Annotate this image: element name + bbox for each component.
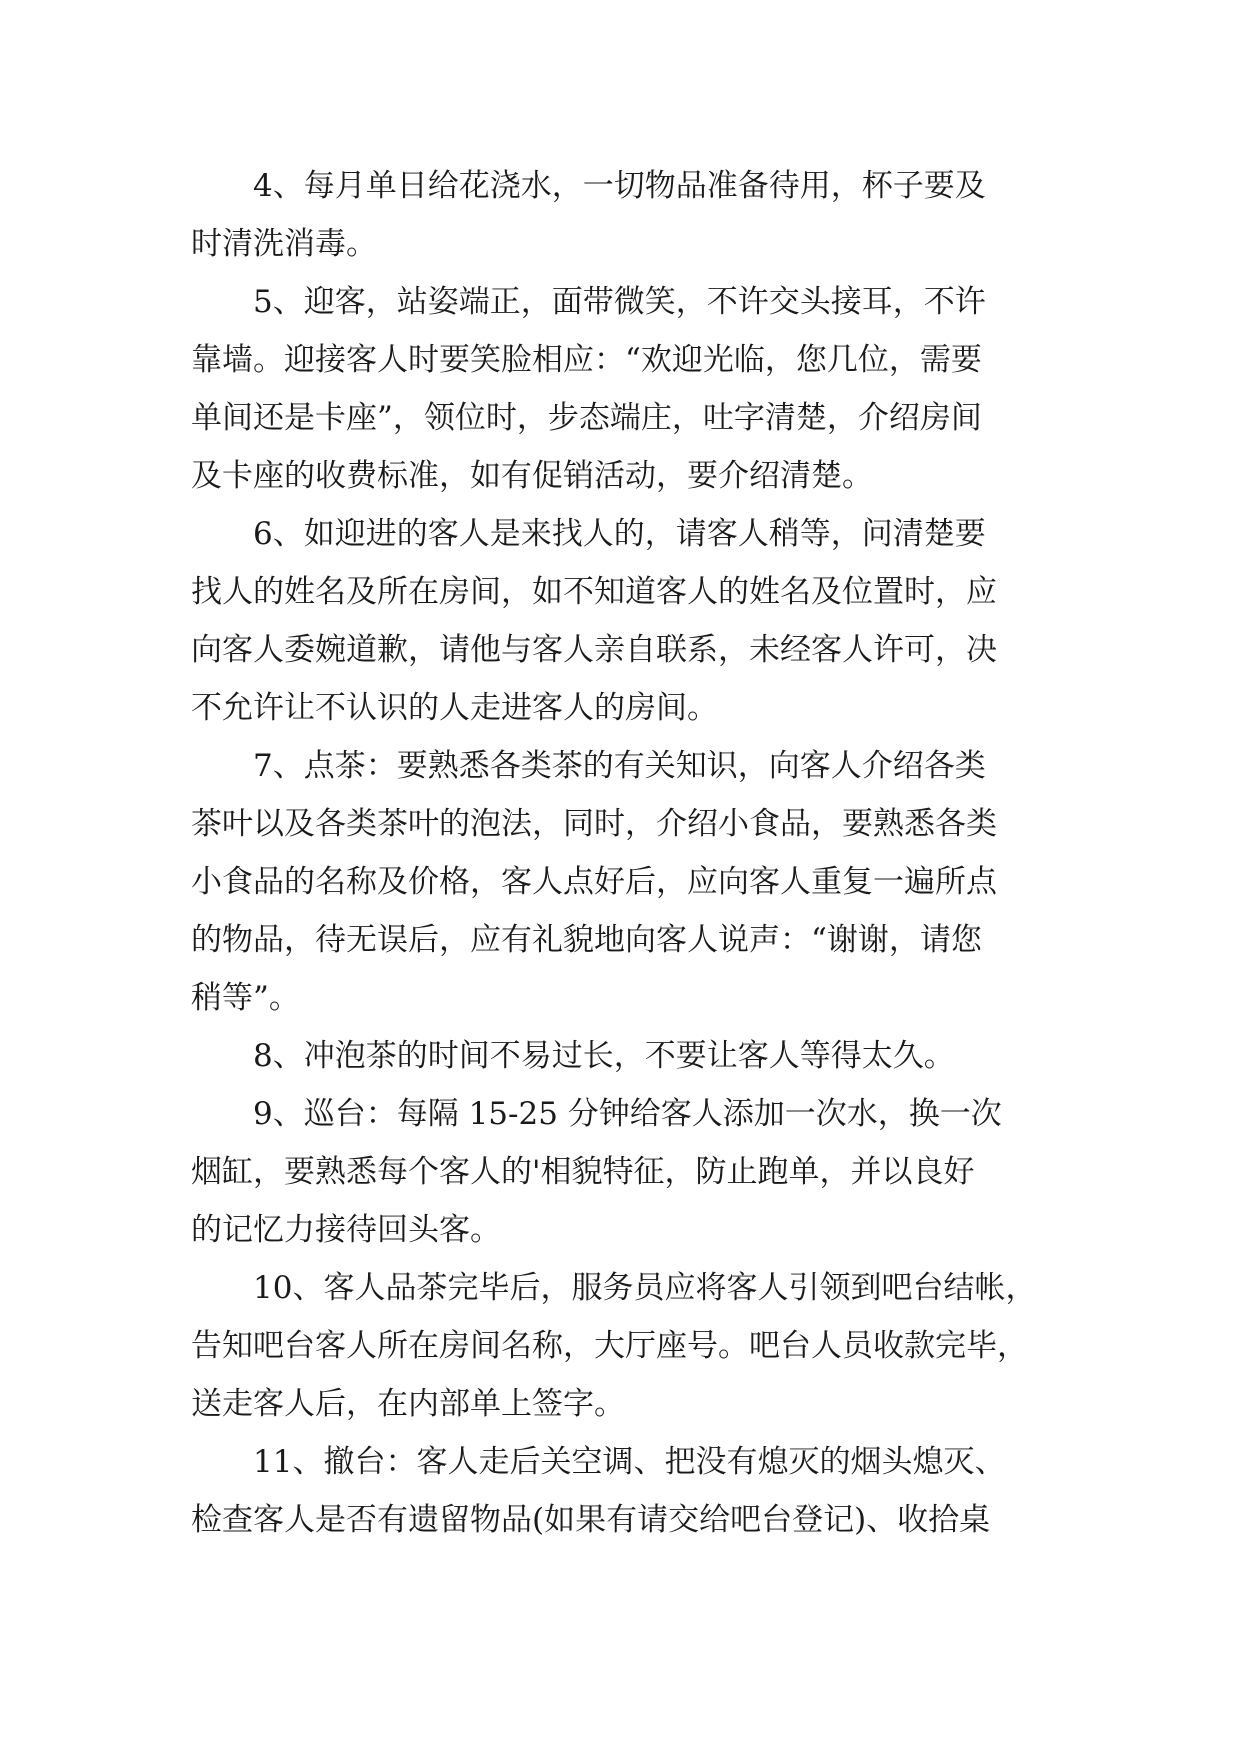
text-line: 及卡座的收费标准，如有促销活动，要介绍清楚。 [191, 458, 873, 494]
paragraph-10 [191, 1259, 1051, 1433]
paragraph-8 [191, 1027, 1051, 1085]
paragraph-5 [191, 273, 1051, 505]
paragraph-4 [191, 157, 1051, 273]
text-line: 不允许让不认识的人走进客人的房间。 [191, 690, 718, 726]
text-line: 6、如迎进的客人是来找人的，请客人稍等，问清楚要 [253, 516, 986, 552]
text-line: 烟缸，要熟悉每个客人的'相貌特征，防止跑单，并以良好 [191, 1154, 975, 1190]
text-line: 9、巡台：每隔 15-25 分钟给客人添加一次水，换一次 [253, 1096, 1002, 1132]
paragraph-7 [191, 737, 1051, 1027]
text-line: 告知吧台客人所在房间名称，大厅座号。吧台人员收款完毕， [191, 1328, 1028, 1364]
text-line: 10、客人品茶完毕后，服务员应将客人引领到吧台结帐， [253, 1270, 1037, 1306]
text-line: 靠墙。迎接客人时要笑脸相应：“欢迎光临，您几位，需要 [191, 342, 982, 378]
text-line: 的物品，待无误后，应有礼貌地向客人说声：“谢谢，请您 [191, 922, 982, 958]
text-line: 7、点茶：要熟悉各类茶的有关知识，向客人介绍各类 [253, 748, 986, 784]
text-line: 找人的姓名及所在房间，如不知道客人的姓名及位置时，应 [191, 574, 997, 610]
paragraph-9 [191, 1085, 1051, 1259]
text-line: 送走客人后，在内部单上签字。 [191, 1386, 625, 1422]
text-line: 稍等”。 [191, 980, 300, 1016]
text-line: 单间还是卡座”，领位时，步态端庄，吐字清楚，介绍房间 [191, 400, 982, 436]
text-line: 11、撤台：客人走后关空调、把没有熄灭的烟头熄灭、 [253, 1444, 1006, 1480]
paragraph-11 [191, 1433, 1051, 1549]
text-line: 5、迎客，站姿端正，面带微笑，不许交头接耳，不许 [253, 284, 986, 320]
text-line: 检查客人是否有遗留物品(如果有请交给吧台登记)、收拾桌 [191, 1502, 991, 1538]
text-line: 8、冲泡茶的时间不易过长，不要让客人等得太久。 [253, 1038, 955, 1074]
text-line: 时清洗消毒。 [191, 226, 377, 262]
text-line: 4、每月单日给花浇水，一切物品准备待用，杯子要及 [253, 168, 986, 204]
paragraph-6 [191, 505, 1051, 737]
text-line: 小食品的名称及价格，客人点好后，应向客人重复一遍所点 [191, 864, 997, 900]
text-line: 茶叶以及各类茶叶的泡法，同时，介绍小食品，要熟悉各类 [191, 806, 997, 842]
text-line: 向客人委婉道歉，请他与客人亲自联系，未经客人许可，决 [191, 632, 997, 668]
document-body [191, 157, 1051, 1549]
text-line: 的记忆力接待回头客。 [191, 1212, 501, 1248]
